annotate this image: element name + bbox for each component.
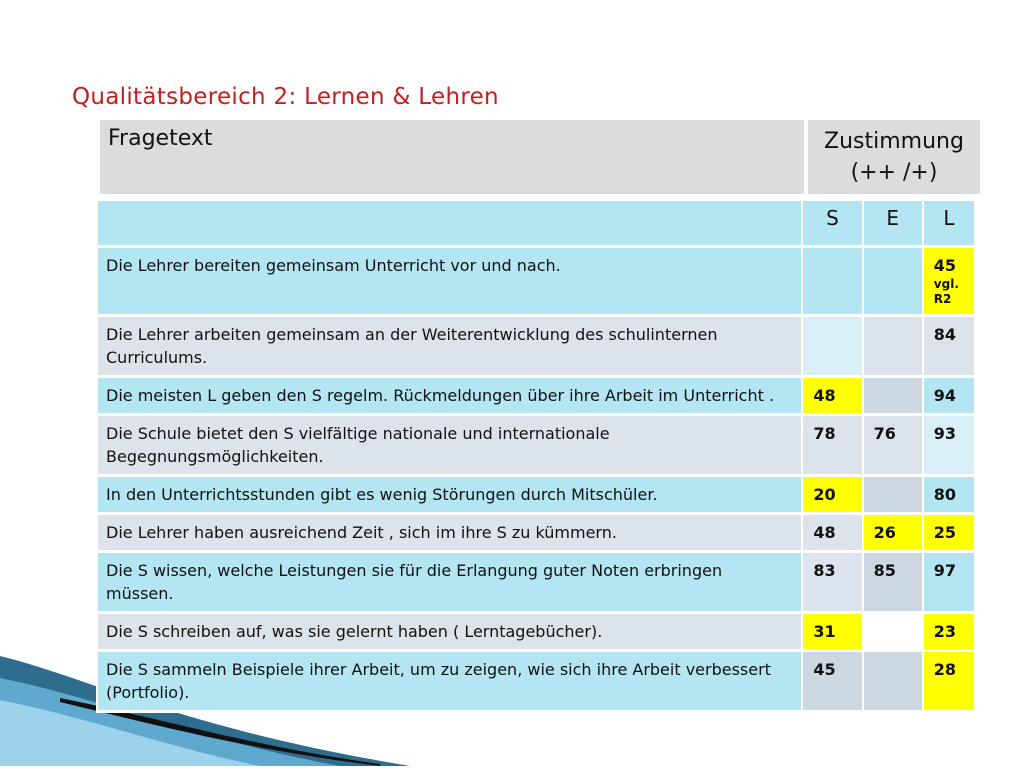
results-table [96, 198, 976, 713]
value-e [864, 317, 922, 375]
value-e: 76 [864, 416, 922, 474]
value-l: 23 [924, 614, 974, 649]
header-table [96, 120, 984, 194]
table-row [98, 652, 974, 710]
table-row [98, 553, 974, 611]
table-header-row [98, 201, 974, 245]
question-text: Die meisten L geben den S regelm. Rückmeldungen über ihre Arbeit im Unterricht . [98, 378, 801, 413]
value-e [864, 477, 922, 512]
column-header-question: Fragetext [100, 120, 804, 194]
question-text: Die Lehrer arbeiten gemeinsam an der Weiterentwicklung des schulinternen Curriculums. [98, 317, 801, 375]
table-row [98, 614, 974, 649]
table-row [98, 477, 974, 512]
value-l: 97 [924, 553, 974, 611]
question-text: Die S schreiben auf, was sie gelernt haben ( Lerntagebücher). [98, 614, 801, 649]
agreement-label: Zustimmung [824, 129, 964, 154]
value-e: 85 [864, 553, 922, 611]
value-s: 48 [803, 378, 861, 413]
value-s: 48 [803, 515, 861, 550]
question-text: Die Lehrer bereiten gemeinsam Unterricht vor und nach. [98, 248, 801, 314]
question-text: Die S wissen, welche Leistungen sie für die Erlangung guter Noten erbringen müssen. [98, 553, 801, 611]
value-l: 94 [924, 378, 974, 413]
value-l: 28 [924, 652, 974, 710]
table-row [98, 248, 974, 314]
value-s: 83 [803, 553, 861, 611]
value-l: 25 [924, 515, 974, 550]
table-row [98, 378, 974, 413]
slide-title: Qualitätsbereich 2: Lernen & Lehren [72, 84, 499, 110]
value-l [924, 248, 974, 314]
value-s: 78 [803, 416, 861, 474]
value-e [864, 652, 922, 710]
question-text: Die Schule bietet den S vielfältige nationale und internationale Begegnungsmöglichkeiten. [98, 416, 801, 474]
value-l: 84 [924, 317, 974, 375]
value-e [864, 614, 922, 649]
table-row [98, 515, 974, 550]
value-e: 26 [864, 515, 922, 550]
value-s [803, 248, 861, 314]
header-empty-cell [98, 201, 801, 245]
value-s: 45 [803, 652, 861, 710]
column-header-agreement [808, 120, 980, 194]
table-row [98, 416, 974, 474]
question-text: Die S sammeln Beispiele ihrer Arbeit, um zu zeigen, wie sich ihre Arbeit verbessert (Portfolio). [98, 652, 801, 710]
question-text: In den Unterrichtsstunden gibt es wenig Störungen durch Mitschüler. [98, 477, 801, 512]
column-header-l: L [924, 201, 974, 245]
agreement-scale: (++ /+) [850, 160, 938, 185]
value-e [864, 378, 922, 413]
value-l: 80 [924, 477, 974, 512]
table-row [98, 317, 974, 375]
value-s [803, 317, 861, 375]
value-s: 20 [803, 477, 861, 512]
value-e [864, 248, 922, 314]
column-header-s: S [803, 201, 861, 245]
column-header-e: E [864, 201, 922, 245]
value-l-note: vgl. R2 [933, 277, 959, 306]
value-s: 31 [803, 614, 861, 649]
value-l-number: 45 [933, 256, 957, 275]
value-l: 93 [924, 416, 974, 474]
question-text: Die Lehrer haben ausreichend Zeit , sich im ihre S zu kümmern. [98, 515, 801, 550]
